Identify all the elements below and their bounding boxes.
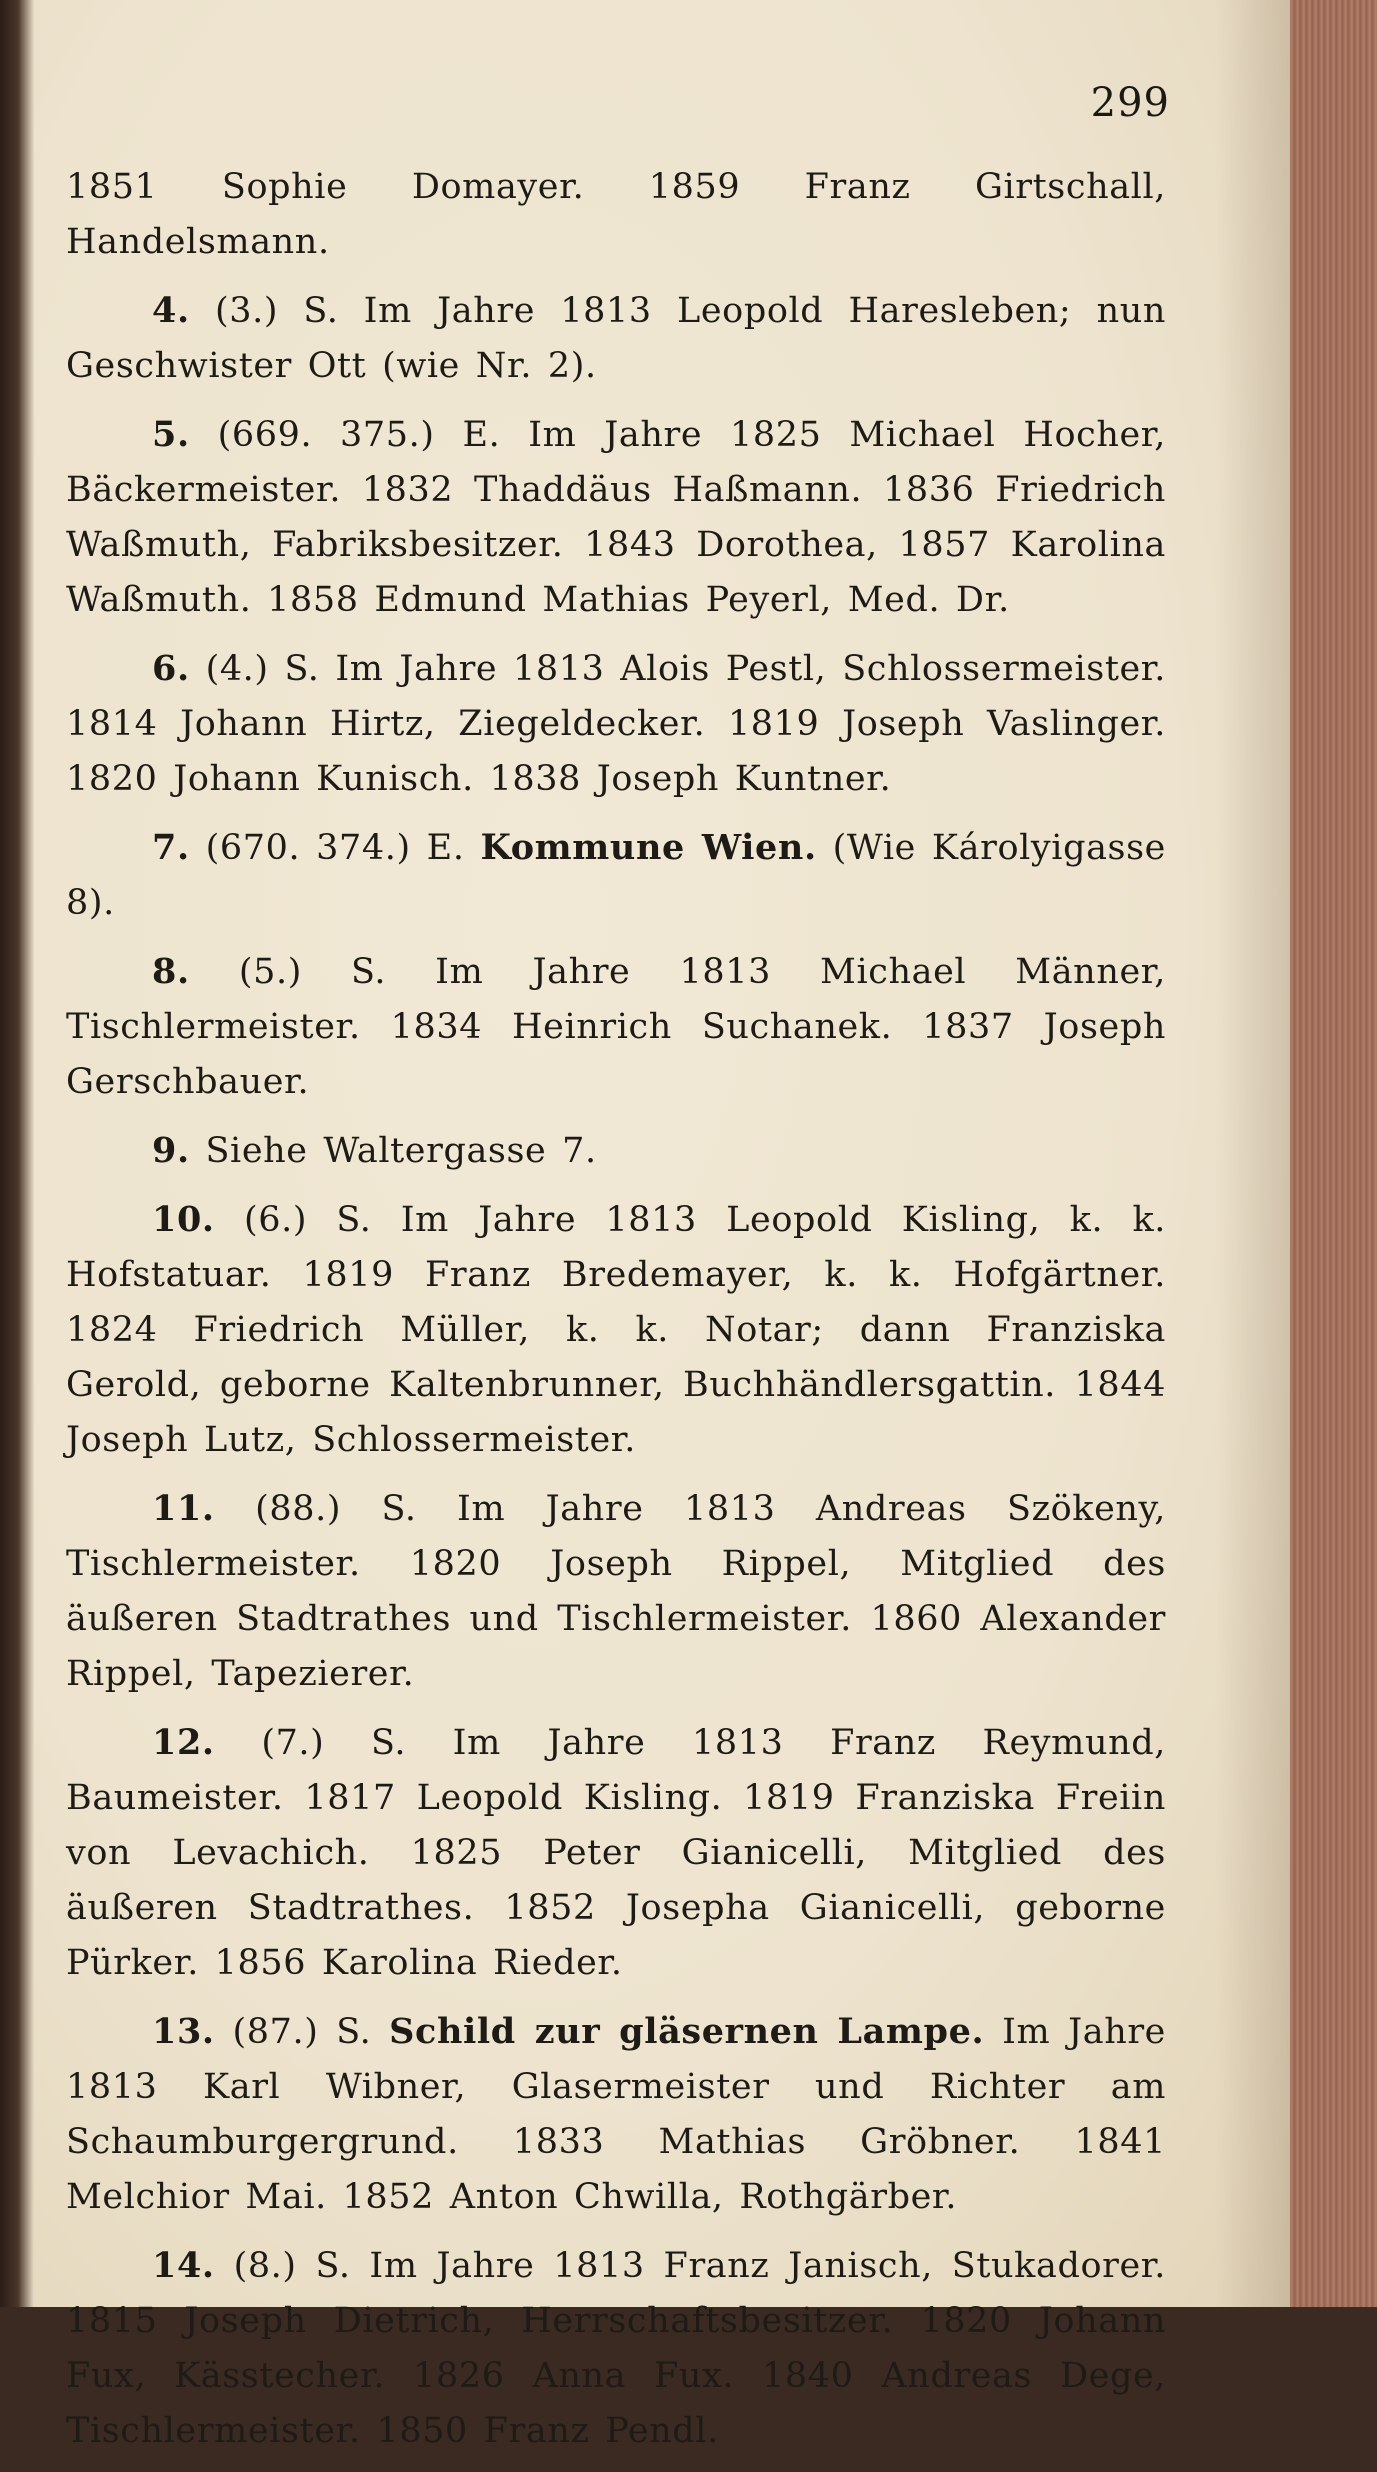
entry-text-post: Im Jahre 1813 Karl Wibner, Glasermeister und Richter am Schaumburgergrund. 1833 Mathias Gröbner. 1841 Melchior Mai. 1852 Anton Chwilla, Rothgärber. bbox=[66, 2012, 1166, 2217]
entry-number: 8. bbox=[152, 951, 190, 992]
entry-house-name: Kommune Wien. bbox=[480, 827, 817, 868]
entry-text: (8.) S. Im Jahre 1813 Franz Janisch, Stukadorer. 1815 Joseph Dietrich, Herrschaftsbesitzer. 1820 Johann Fux, Kässtecher. 1826 Anna Fux. 1840 Andreas Dege, Tischlermeister. 1850 Franz Pendl. bbox=[66, 2246, 1166, 2451]
entry-text-pre: (670. 374.) E. bbox=[205, 828, 481, 868]
entry-10 bbox=[66, 1192, 1166, 1468]
entry-text: (669. 375.) E. Im Jahre 1825 Michael Hocher, Bäckermeister. 1832 Thaddäus Haßmann. 1836 Friedrich Waßmuth, Fabriksbesitzer. 1843 Dorothea, 1857 Karolina Waßmuth. 1858 Edmund Mathias Peyerl, Med. Dr. bbox=[66, 415, 1166, 620]
page-curve-shadow bbox=[1215, 0, 1290, 2307]
entry-number: 14. bbox=[152, 2245, 215, 2286]
entry-14 bbox=[66, 2238, 1166, 2459]
entry-text: 1851 Sophie Domayer. 1859 Franz Girtschall, Handelsmann. bbox=[66, 167, 1166, 262]
entry-number: 6. bbox=[152, 648, 190, 689]
entry-6 bbox=[66, 641, 1166, 807]
entry-text: Siehe Waltergasse 7. bbox=[205, 1131, 597, 1171]
entry-7 bbox=[66, 820, 1166, 931]
entry-text-post: (Wie Károlyigasse 8). bbox=[66, 828, 1166, 923]
entry-12 bbox=[66, 1715, 1166, 1991]
entry-text: (3.) S. Im Jahre 1813 Leopold Haresleben; nun Geschwister Ott (wie Nr. 2). bbox=[66, 291, 1166, 386]
entry-continuation bbox=[66, 160, 1166, 270]
entry-4 bbox=[66, 283, 1166, 394]
page-number: 299 bbox=[1090, 80, 1170, 126]
entry-number: 5. bbox=[152, 414, 190, 455]
entry-number: 13. bbox=[152, 2011, 215, 2052]
entry-9 bbox=[66, 1123, 1166, 1179]
entry-number: 11. bbox=[152, 1488, 215, 1529]
page-edge-stack bbox=[1290, 0, 1377, 2307]
entry-text: (5.) S. Im Jahre 1813 Michael Männer, Tischlermeister. 1834 Heinrich Suchanek. 1837 Joseph Gerschbauer. bbox=[66, 952, 1166, 1102]
entry-text: (88.) S. Im Jahre 1813 Andreas Szökeny, Tischlermeister. 1820 Joseph Rippel, Mitglied des äußeren Stadtrathes und Tischlermeister. 1860 Alexander Rippel, Tapezierer. bbox=[66, 1489, 1166, 1694]
entry-11 bbox=[66, 1481, 1166, 1702]
entry-text: (4.) S. Im Jahre 1813 Alois Pestl, Schlossermeister. 1814 Johann Hirtz, Ziegeldecker. 1819 Joseph Vaslinger. 1820 Johann Kunisch. 1838 Joseph Kuntner. bbox=[66, 649, 1167, 799]
entry-text-pre: (87.) S. bbox=[232, 2012, 390, 2052]
entry-number: 9. bbox=[152, 1130, 190, 1171]
entry-number: 10. bbox=[152, 1199, 215, 1240]
entry-text: (6.) S. Im Jahre 1813 Leopold Kisling, k. k. Hofstatuar. 1819 Franz Bredemayer, k. k. Hofgärtner. 1824 Friedrich Müller, k. k. Notar; dann Franziska Gerold, geborne Kaltenbrunner, Buchhändlersgattin. 1844 Joseph Lutz, Schlossermeister. bbox=[66, 1200, 1166, 1460]
entry-house-name: Schild zur gläsernen Lampe. bbox=[389, 2011, 985, 2052]
entry-number: 12. bbox=[152, 1722, 215, 1763]
entry-text: (7.) S. Im Jahre 1813 Franz Reymund, Baumeister. 1817 Leopold Kisling. 1819 Franziska Freiin von Levachich. 1825 Peter Gianicelli, Mitglied des äußeren Stadtrathes. 1852 Josepha Gianicelli, geborne Pürker. 1856 Karolina Rieder. bbox=[66, 1723, 1166, 1983]
entry-number: 4. bbox=[152, 290, 190, 331]
text-body bbox=[66, 160, 1166, 2472]
entry-8 bbox=[66, 944, 1166, 1110]
entry-number: 7. bbox=[152, 827, 190, 868]
entry-5 bbox=[66, 407, 1166, 628]
entry-13 bbox=[66, 2004, 1166, 2225]
